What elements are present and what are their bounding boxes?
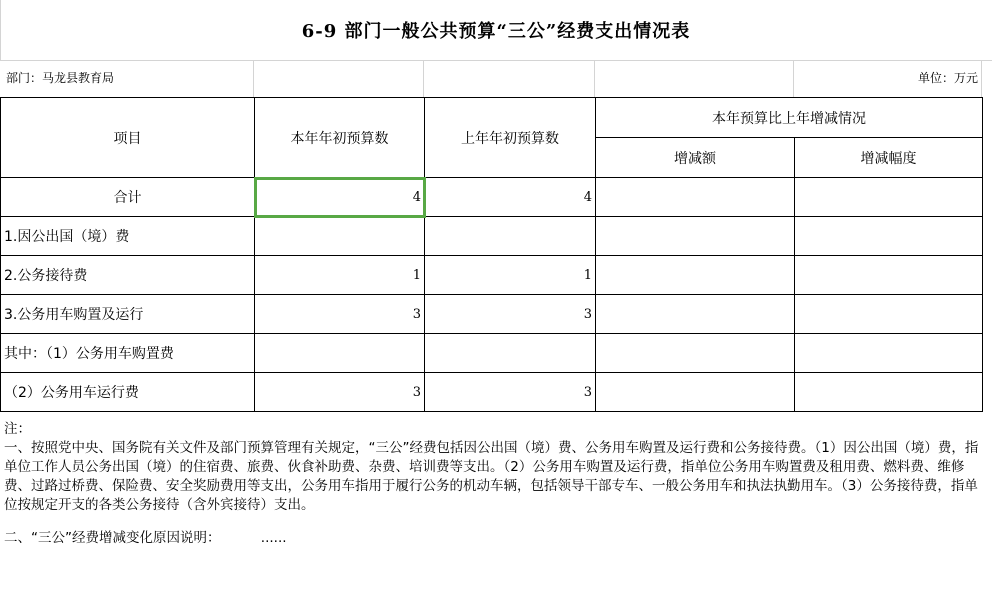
row-label[interactable]: 合计 bbox=[1, 178, 255, 217]
selected-cell[interactable]: 4 bbox=[255, 178, 425, 217]
table-row bbox=[1, 217, 983, 256]
notes-heading: 注： bbox=[4, 421, 31, 437]
current-budget-cell[interactable] bbox=[255, 217, 425, 256]
header-change-rate[interactable]: 增减幅度 bbox=[795, 138, 983, 178]
change-rate-cell[interactable] bbox=[795, 178, 983, 217]
table-row bbox=[1, 334, 983, 373]
change-rate-cell[interactable] bbox=[795, 217, 983, 256]
report-title[interactable]: 6-9 部门一般公共预算“三公”经费支出情况表 bbox=[0, 0, 992, 61]
current-budget-cell[interactable]: 3 bbox=[255, 373, 425, 412]
budget-table bbox=[0, 97, 983, 412]
gridline bbox=[981, 60, 982, 97]
gridline bbox=[793, 60, 794, 97]
change-amount-cell[interactable] bbox=[596, 256, 795, 295]
row-label[interactable]: 3.公务用车购置及运行 bbox=[1, 295, 255, 334]
change-rate-cell[interactable] bbox=[795, 256, 983, 295]
change-amount-cell[interactable] bbox=[596, 295, 795, 334]
row-label[interactable]: （2）公务用车运行费 bbox=[1, 373, 255, 412]
gridline bbox=[594, 60, 595, 97]
header-prev-budget[interactable]: 上年年初预算数 bbox=[425, 98, 596, 178]
prev-budget-cell[interactable]: 3 bbox=[425, 373, 596, 412]
gridline bbox=[423, 60, 424, 97]
prev-budget-cell[interactable] bbox=[425, 217, 596, 256]
header-item[interactable]: 项目 bbox=[1, 98, 255, 178]
row-label[interactable]: 2.公务接待费 bbox=[1, 256, 255, 295]
notes-paragraph-1: 一、按照党中央、国务院有关文件及部门预算管理有关规定，“三公”经费包括因公出国（境）费、公务用车购置及运行费和公务接待费。（1）因公出国（境）费，指单位工作人员公务出国（境）的住宿费、旅费、伙食补助费、杂费、培训费等支出。（2）公务用车购置及运行费，指单位公务用车购置费及租用费、燃料费、维修费、过路过桥费、保险费、安全奖励费用等支出，公务用车指用于履行公务的机动车辆，包括领导干部专车、一般公务用车和执法执勤用车。（3）公务接待费，指单位按规定开支的各类公务接待（含外宾接待）支出。 bbox=[4, 440, 979, 513]
table-row bbox=[1, 178, 983, 217]
change-rate-cell[interactable] bbox=[795, 295, 983, 334]
row-label[interactable]: 其中：（1）公务用车购置费 bbox=[1, 334, 255, 373]
table-row bbox=[1, 373, 983, 412]
change-amount-cell[interactable] bbox=[596, 334, 795, 373]
table-row bbox=[1, 256, 983, 295]
current-budget-cell[interactable]: 3 bbox=[255, 295, 425, 334]
header-current-budget[interactable]: 本年年初预算数 bbox=[255, 98, 425, 178]
notes-section[interactable] bbox=[4, 420, 984, 548]
unit-label[interactable]: 单位：万元 bbox=[917, 71, 978, 85]
change-amount-cell[interactable] bbox=[596, 217, 795, 256]
change-rate-cell[interactable] bbox=[795, 373, 983, 412]
change-amount-cell[interactable] bbox=[596, 178, 795, 217]
notes-paragraph-2-value: ...... bbox=[260, 530, 287, 546]
current-budget-cell[interactable] bbox=[255, 334, 425, 373]
prev-budget-cell[interactable]: 1 bbox=[425, 256, 596, 295]
prev-budget-cell[interactable] bbox=[425, 334, 596, 373]
prev-budget-cell[interactable]: 4 bbox=[425, 178, 596, 217]
department-label[interactable]: 部门：马龙县教育局 bbox=[6, 71, 115, 85]
prev-budget-cell[interactable]: 3 bbox=[425, 295, 596, 334]
row-label[interactable]: 1.因公出国（境）费 bbox=[1, 217, 255, 256]
notes-paragraph-2 bbox=[4, 529, 984, 548]
department-row bbox=[0, 60, 982, 97]
gridline bbox=[0, 0, 1, 60]
header-change-amount[interactable]: 增减额 bbox=[596, 138, 795, 178]
table-row bbox=[1, 295, 983, 334]
gridline bbox=[253, 60, 254, 97]
current-budget-cell[interactable]: 1 bbox=[255, 256, 425, 295]
notes-paragraph-2-label: 二、“三公”经费增减变化原因说明： bbox=[4, 530, 221, 546]
change-rate-cell[interactable] bbox=[795, 334, 983, 373]
header-comparison[interactable]: 本年预算比上年增减情况 bbox=[596, 98, 983, 138]
change-amount-cell[interactable] bbox=[596, 373, 795, 412]
